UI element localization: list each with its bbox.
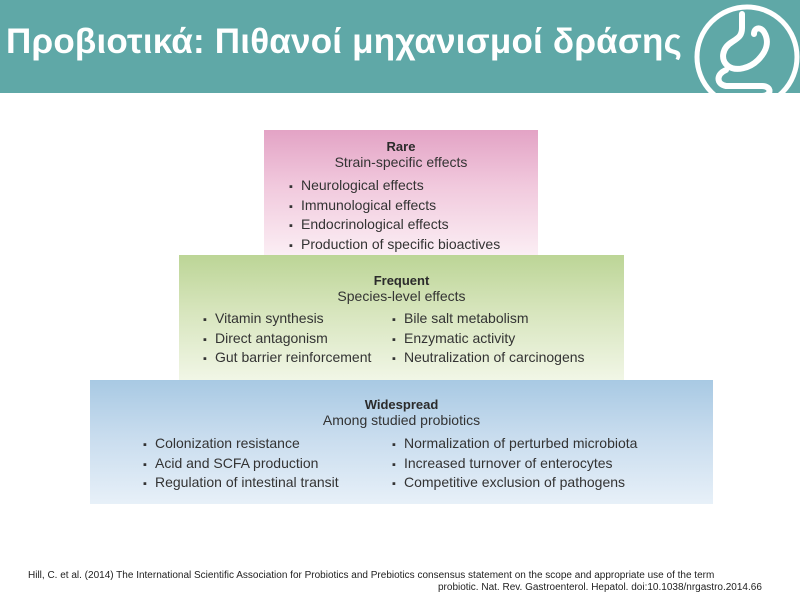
citation-line-1: Hill, C. et al. (2014) The International Scientific Association for Probiotics and Prebiotics consensus statement on the scope and appropriate use of the term <box>28 570 715 581</box>
list-item: ▪ Neutralization of carcinogens <box>392 349 585 369</box>
list-item: ▪ Gut barrier reinforcement <box>203 349 371 369</box>
tier-widespread-left-list <box>143 435 339 494</box>
list-item: ▪ Immunological effects <box>289 197 500 217</box>
list-item: ▪ Enzymatic activity <box>392 330 585 350</box>
tier-frequent-subtitle: Species-level effects <box>337 288 466 304</box>
list-item: ▪ Normalization of perturbed microbiota <box>392 435 637 455</box>
list-item: ▪ Competitive exclusion of pathogens <box>392 474 637 494</box>
header-bar <box>0 0 800 93</box>
list-item: ▪ Production of specific bioactives <box>289 236 500 256</box>
tier-frequent <box>179 255 624 380</box>
citation-line-2: probiotic. Nat. Rev. Gastroenterol. Hepatol. doi:10.1038/nrgastro.2014.66 <box>438 582 762 593</box>
citation <box>28 570 800 594</box>
list-item: ▪ Regulation of intestinal transit <box>143 474 339 494</box>
tier-rare <box>264 130 538 255</box>
list-item: ▪ Endocrinological effects <box>289 216 500 236</box>
tier-rare-title: Rare <box>386 139 416 154</box>
tier-widespread-title: Widespread <box>364 397 439 412</box>
tier-widespread-right-list <box>392 435 637 494</box>
list-item: ▪ Acid and SCFA production <box>143 455 339 475</box>
tier-widespread <box>90 380 713 504</box>
slide-title: Προβιοτικά: Πιθανοί μηχανισμοί δράσης <box>6 22 683 61</box>
tier-frequent-left-list <box>203 310 371 369</box>
tier-rare-list <box>289 177 500 255</box>
list-item: ▪ Bile salt metabolism <box>392 310 585 330</box>
list-item: ▪ Direct antagonism <box>203 330 371 350</box>
list-item: ▪ Colonization resistance <box>143 435 339 455</box>
list-item: ▪ Vitamin synthesis <box>203 310 371 330</box>
tier-frequent-right-list <box>392 310 585 369</box>
list-item: ▪ Increased turnover of enterocytes <box>392 455 637 475</box>
tier-rare-subtitle: Strain-specific effects <box>334 154 468 170</box>
stomach-intestine-icon <box>692 2 800 112</box>
list-item: ▪ Neurological effects <box>289 177 500 197</box>
tier-widespread-subtitle: Among studied probiotics <box>322 412 481 428</box>
tier-frequent-title: Frequent <box>373 273 430 288</box>
